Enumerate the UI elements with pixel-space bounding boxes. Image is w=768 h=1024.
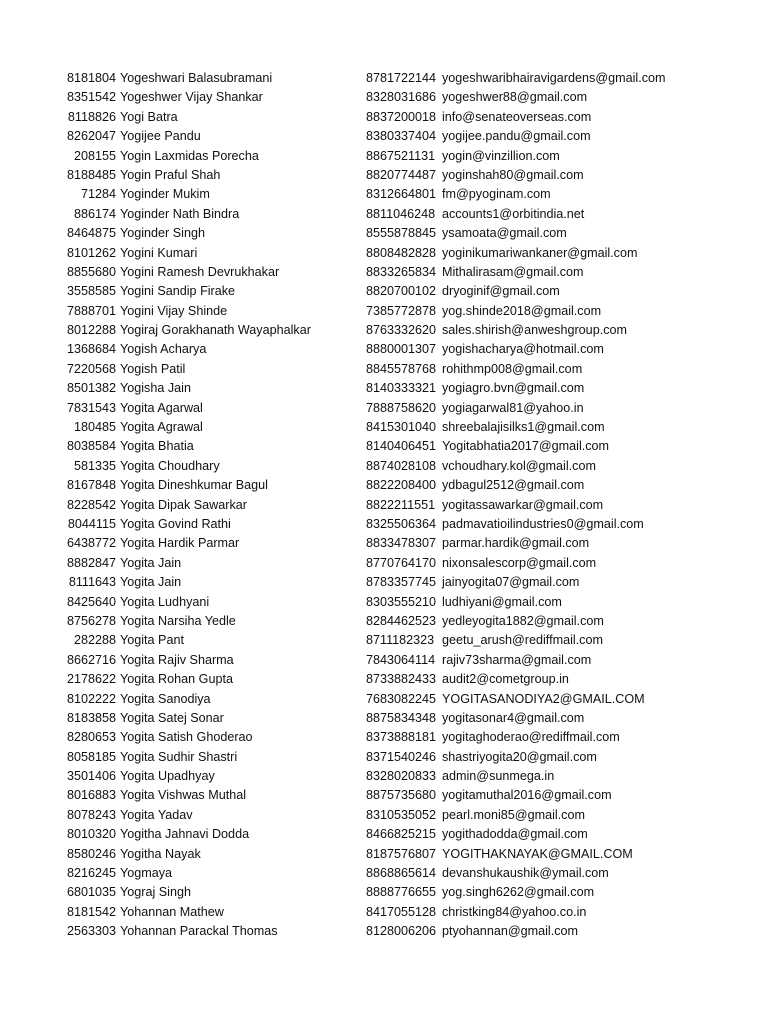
list-item xyxy=(0,728,768,747)
list-item xyxy=(0,418,768,437)
phone-number: 8140333321 xyxy=(366,381,437,396)
record-id: 886174 xyxy=(73,206,116,221)
email-address: yogitassawarkar@gmail.com xyxy=(442,497,604,512)
email-address: yogin@vinzillion.com xyxy=(442,148,560,163)
contact-name: Yogitha Jahnavi Dodda xyxy=(120,827,250,842)
contact-name: Yogita Agarwal xyxy=(120,400,203,415)
phone-number: 8310535052 xyxy=(366,807,437,822)
email-address: yogitamuthal2016@gmail.com xyxy=(442,788,612,803)
phone-number: 8415301040 xyxy=(366,420,437,435)
list-item xyxy=(0,690,768,709)
phone-number: 8822211551 xyxy=(366,497,436,512)
phone-number: 8770764170 xyxy=(366,555,437,570)
list-item xyxy=(0,883,768,902)
contact-name: Yogita Dineshkumar Bagul xyxy=(120,478,268,493)
record-id: 8580246 xyxy=(66,846,116,861)
list-item xyxy=(0,476,768,495)
record-id: 6438772 xyxy=(66,536,116,551)
record-id: 8425640 xyxy=(66,594,116,609)
email-address: admin@sunmega.in xyxy=(442,769,555,784)
email-address: yogiagarwal81@yahoo.in xyxy=(442,400,584,415)
list-item xyxy=(0,321,768,340)
record-id: 8111643 xyxy=(68,575,116,590)
record-id: 7888701 xyxy=(66,303,116,318)
email-address: pearl.moni85@gmail.com xyxy=(442,807,585,822)
list-item xyxy=(0,244,768,263)
contact-name: Yogish Acharya xyxy=(120,342,207,357)
list-item xyxy=(0,864,768,883)
list-item xyxy=(0,593,768,612)
phone-number: 8303555210 xyxy=(366,594,437,609)
email-address: yedleyogita1882@gmail.com xyxy=(442,613,604,628)
email-address: YOGITASANODIYA2@GMAIL.COM xyxy=(442,691,645,706)
list-item xyxy=(0,496,768,515)
phone-number: 8845578768 xyxy=(366,361,437,376)
phone-number: 8808482828 xyxy=(366,245,437,260)
contact-name: Yogita Satej Sonar xyxy=(120,710,224,725)
phone-number: 8875834348 xyxy=(366,710,437,725)
phone-number: 8140406451 xyxy=(366,439,437,454)
list-item xyxy=(0,379,768,398)
email-address: parmar.hardik@gmail.com xyxy=(442,536,590,551)
email-address: vchoudhary.kol@gmail.com xyxy=(442,458,596,473)
contact-name: Yogita Agrawal xyxy=(120,420,203,435)
email-address: yog.shinde2018@gmail.com xyxy=(442,303,602,318)
contact-name: Yogmaya xyxy=(120,866,173,881)
record-id: 8058185 xyxy=(66,749,116,764)
record-id: 8038584 xyxy=(66,439,116,454)
phone-number: 8781722144 xyxy=(366,71,437,85)
contact-name: Yogita Jain xyxy=(120,575,182,590)
record-id: 7220568 xyxy=(66,361,116,376)
list-item xyxy=(0,340,768,359)
phone-number: 8811046248 xyxy=(366,206,436,221)
record-id: 208155 xyxy=(73,148,116,163)
contact-name: Yogijee Pandu xyxy=(120,129,201,144)
record-id: 8882847 xyxy=(66,555,116,570)
contact-name: Yogita Satish Ghoderao xyxy=(120,730,253,745)
record-id: 8101262 xyxy=(66,245,116,260)
email-address: rohithmp008@gmail.com xyxy=(442,361,583,376)
list-item xyxy=(0,631,768,650)
record-id: 8351542 xyxy=(66,90,116,105)
phone-number: 8867521131 xyxy=(366,148,436,163)
phone-number: 8875735680 xyxy=(366,788,437,803)
phone-number: 8880001307 xyxy=(366,342,437,357)
email-address: fm@pyoginam.com xyxy=(442,187,551,202)
list-item xyxy=(0,903,768,922)
contact-name: Yogeshwer Vijay Shankar xyxy=(120,90,263,105)
email-address: Mithalirasam@gmail.com xyxy=(442,264,584,279)
contact-name: Yogita Vishwas Muthal xyxy=(120,788,247,803)
contact-name: Yogeshwari Balasubramani xyxy=(120,71,273,85)
phone-number: 8187576807 xyxy=(366,846,437,861)
list-item xyxy=(0,767,768,786)
list-item xyxy=(0,922,768,941)
contact-name: Yogita Sudhir Shastri xyxy=(120,749,238,764)
contact-name: Yogini Vijay Shinde xyxy=(120,303,228,318)
record-id: 8118826 xyxy=(67,109,116,124)
email-address: ludhiyani@gmail.com xyxy=(442,594,562,609)
list-item xyxy=(0,69,768,88)
phone-number: 7385772878 xyxy=(366,303,437,318)
phone-number: 8820700102 xyxy=(366,284,437,299)
contact-name: Yogita Rohan Gupta xyxy=(120,672,233,687)
email-address: rajiv73sharma@gmail.com xyxy=(442,652,592,667)
record-id: 1368684 xyxy=(66,342,116,357)
record-id: 8262047 xyxy=(66,129,116,144)
list-item xyxy=(0,806,768,825)
email-address: ysamoata@gmail.com xyxy=(442,226,567,241)
record-id: 8181804 xyxy=(66,71,116,85)
contact-name: Yogita Bhatia xyxy=(120,439,194,454)
phone-number: 8380337404 xyxy=(366,129,437,144)
record-id: 8464875 xyxy=(66,226,116,241)
phone-number: 8820774487 xyxy=(366,167,437,182)
email-address: sales.shirish@anweshgroup.com xyxy=(442,323,627,338)
record-id: 2563303 xyxy=(66,924,116,939)
phone-number: 8833265834 xyxy=(366,264,437,279)
record-id: 581335 xyxy=(73,458,116,473)
contact-name: Yogita Narsiha Yedle xyxy=(120,613,236,628)
phone-number: 8417055128 xyxy=(366,904,437,919)
list-item xyxy=(0,515,768,534)
record-id: 8183858 xyxy=(66,710,116,725)
phone-number: 8373888181 xyxy=(366,730,437,745)
list-item xyxy=(0,147,768,166)
list-item xyxy=(0,554,768,573)
list-item xyxy=(0,534,768,553)
contact-name: Yogita Jain xyxy=(120,555,182,570)
record-id: 8228542 xyxy=(66,497,116,512)
phone-number: 8833478307 xyxy=(366,536,437,551)
list-item xyxy=(0,670,768,689)
contact-name: Yogita Yadav xyxy=(120,807,193,822)
phone-number: 8868865614 xyxy=(366,866,437,881)
email-address: yogeshwer88@gmail.com xyxy=(442,90,588,105)
contact-name: Yogita Hardik Parmar xyxy=(120,536,240,551)
list-item xyxy=(0,360,768,379)
record-id: 71284 xyxy=(80,187,116,202)
contact-name: Yogisha Jain xyxy=(120,381,191,396)
record-id: 8181542 xyxy=(66,904,116,919)
contact-name: Yogi Batra xyxy=(120,109,178,124)
contact-name: Yogish Patil xyxy=(120,361,186,376)
email-address: nixonsalescorp@gmail.com xyxy=(442,555,597,570)
list-item xyxy=(0,302,768,321)
email-address: Yogitabhatia2017@gmail.com xyxy=(442,439,610,454)
list-item xyxy=(0,651,768,670)
contact-name: Yogita Ludhyani xyxy=(120,594,210,609)
list-item xyxy=(0,205,768,224)
list-item xyxy=(0,845,768,864)
record-id: 3558585 xyxy=(66,284,116,299)
email-address: yogithadodda@gmail.com xyxy=(442,827,588,842)
phone-number: 8888776655 xyxy=(366,885,437,900)
contact-name: Yohannan Mathew xyxy=(120,904,224,919)
record-id: 7831543 xyxy=(66,400,116,415)
contact-name: Yograj Singh xyxy=(120,885,191,900)
record-id: 180485 xyxy=(73,420,116,435)
email-address: jainyogita07@gmail.com xyxy=(442,575,580,590)
contact-name: Yoginder Nath Bindra xyxy=(120,206,240,221)
list-item xyxy=(0,166,768,185)
list-item xyxy=(0,127,768,146)
phone-number: 8325506364 xyxy=(366,516,437,531)
email-address: yoginshah80@gmail.com xyxy=(442,167,584,182)
email-address: yoginikumariwankaner@gmail.com xyxy=(442,245,638,260)
contact-name: Yohannan Parackal Thomas xyxy=(120,924,278,939)
phone-number: 8733882433 xyxy=(366,672,437,687)
list-item xyxy=(0,825,768,844)
email-address: yogijee.pandu@gmail.com xyxy=(442,129,591,144)
list-item xyxy=(0,612,768,631)
contact-name: Yogitha Nayak xyxy=(120,846,201,861)
email-address: shastriyogita20@gmail.com xyxy=(442,749,597,764)
contact-name: Yogita Govind Rathi xyxy=(120,516,231,531)
email-address: info@senateoverseas.com xyxy=(442,109,592,124)
record-id: 8662716 xyxy=(66,652,116,667)
email-address: yogitasonar4@gmail.com xyxy=(442,710,585,725)
list-item xyxy=(0,573,768,592)
record-id: 8167848 xyxy=(66,478,116,493)
contact-name: Yoginder Mukim xyxy=(120,187,210,202)
record-id: 2178622 xyxy=(66,672,116,687)
phone-number: 8555878845 xyxy=(366,226,437,241)
phone-number: 8328020833 xyxy=(366,769,437,784)
record-id: 8016883 xyxy=(66,788,116,803)
email-address: yogitaghoderao@rediffmail.com xyxy=(442,730,620,745)
email-address: audit2@cometgroup.in xyxy=(442,672,569,687)
contact-name: Yogita Choudhary xyxy=(120,458,220,473)
phone-number: 8783357745 xyxy=(366,575,437,590)
list-item xyxy=(0,709,768,728)
phone-number: 8328031686 xyxy=(366,90,437,105)
record-id: 8012288 xyxy=(66,323,116,338)
email-address: ptyohannan@gmail.com xyxy=(442,924,578,939)
contact-list xyxy=(0,69,768,942)
email-address: christking84@yahoo.co.in xyxy=(442,904,587,919)
record-id: 8010320 xyxy=(66,827,116,842)
phone-number: 8466825215 xyxy=(366,827,437,842)
record-id: 8756278 xyxy=(66,613,116,628)
contact-name: Yogita Rajiv Sharma xyxy=(120,652,234,667)
phone-number: 7843064114 xyxy=(366,652,436,667)
list-item xyxy=(0,282,768,301)
contact-name: Yogita Sanodiya xyxy=(120,691,211,706)
phone-number: 8874028108 xyxy=(366,458,437,473)
contact-name: Yoginder Singh xyxy=(120,226,205,241)
phone-number: 7888758620 xyxy=(366,400,437,415)
phone-number: 7683082245 xyxy=(366,691,437,706)
list-item xyxy=(0,224,768,243)
record-id: 8044115 xyxy=(67,516,116,531)
phone-number: 8822208400 xyxy=(366,478,437,493)
list-item xyxy=(0,437,768,456)
record-id: 8102222 xyxy=(66,691,116,706)
record-id: 8855680 xyxy=(66,264,116,279)
record-id: 6801035 xyxy=(66,885,116,900)
email-address: shreebalajisilks1@gmail.com xyxy=(442,420,605,435)
list-item xyxy=(0,108,768,127)
contact-name: Yogita Dipak Sawarkar xyxy=(120,497,247,512)
email-address: yog.singh6262@gmail.com xyxy=(442,885,595,900)
contact-name: Yogini Ramesh Devrukhakar xyxy=(120,264,280,279)
contact-name: Yogita Pant xyxy=(120,633,184,648)
phone-number: 8312664801 xyxy=(366,187,437,202)
list-item xyxy=(0,185,768,204)
email-address: yogiagro.bvn@gmail.com xyxy=(442,381,585,396)
contact-name: Yogin Praful Shah xyxy=(120,167,221,182)
record-id: 8280653 xyxy=(66,730,116,745)
phone-number: 8284462523 xyxy=(366,613,437,628)
record-id: 282288 xyxy=(73,633,116,648)
email-address: ydbagul2512@gmail.com xyxy=(442,478,585,493)
phone-number: 8128006206 xyxy=(366,924,437,939)
list-item xyxy=(0,399,768,418)
list-item xyxy=(0,88,768,107)
record-id: 3501406 xyxy=(66,769,116,784)
contact-name: Yogiraj Gorakhanath Wayaphalkar xyxy=(120,323,311,338)
list-item xyxy=(0,263,768,282)
email-address: dryoginif@gmail.com xyxy=(442,284,560,299)
email-address: accounts1@orbitindia.net xyxy=(442,206,585,221)
record-id: 8216245 xyxy=(66,866,116,881)
email-address: devanshukaushik@ymail.com xyxy=(442,866,609,881)
contact-name: Yogita Upadhyay xyxy=(120,769,215,784)
list-item xyxy=(0,457,768,476)
list-item xyxy=(0,748,768,767)
contact-name: Yogini Kumari xyxy=(120,245,198,260)
contact-name: Yogini Sandip Firake xyxy=(120,284,236,299)
phone-number: 8837200018 xyxy=(366,109,437,124)
phone-number: 8763332620 xyxy=(366,323,437,338)
phone-number: 8371540246 xyxy=(366,749,437,764)
phone-number: 8711182323 xyxy=(366,633,435,648)
email-address: yogeshwaribhairavigardens@gmail.com xyxy=(442,71,666,85)
email-address: padmavatioilindustries0@gmail.com xyxy=(442,516,644,531)
email-address: YOGITHAKNAYAK@GMAIL.COM xyxy=(442,846,633,861)
record-id: 8078243 xyxy=(66,807,116,822)
list-item xyxy=(0,786,768,805)
record-id: 8501382 xyxy=(66,381,116,396)
record-id: 8188485 xyxy=(66,167,116,182)
email-address: yogishacharya@hotmail.com xyxy=(442,342,604,357)
contact-name: Yogin Laxmidas Porecha xyxy=(120,148,259,163)
email-address: geetu_arush@rediffmail.com xyxy=(442,633,603,648)
